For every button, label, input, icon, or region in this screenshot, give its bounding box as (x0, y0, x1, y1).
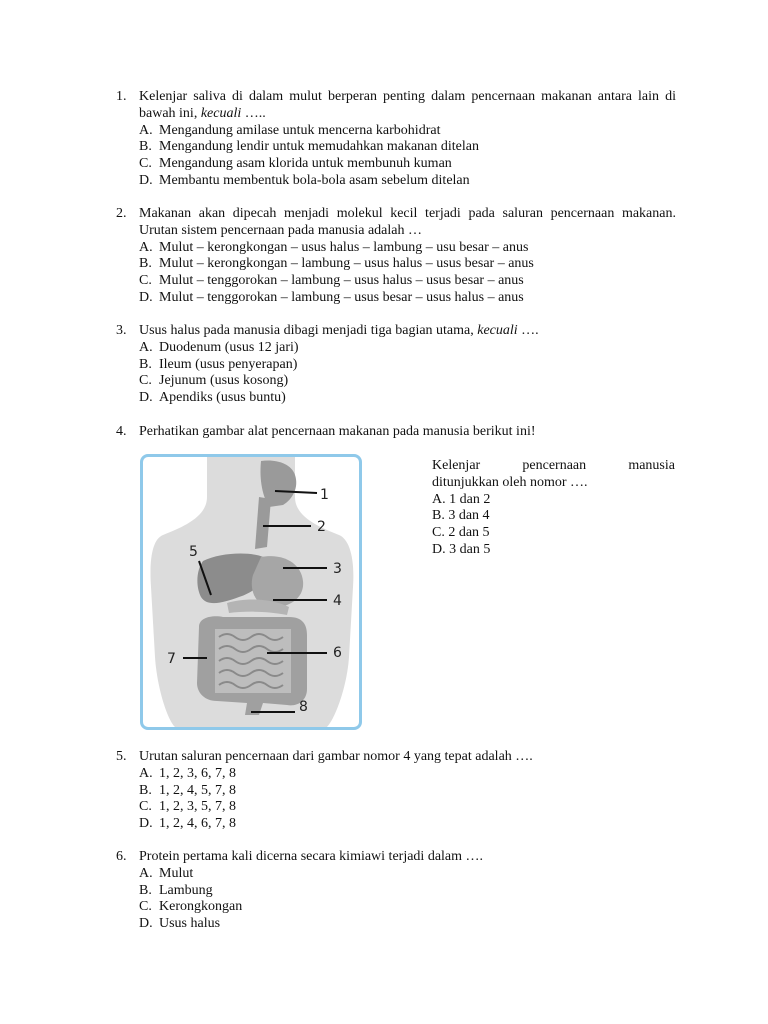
option-d[interactable]: D. 1, 2, 4, 6, 7, 8 (139, 816, 236, 832)
digestive-system-illustration (143, 457, 359, 727)
options-list (139, 240, 676, 307)
question-number: 2. (116, 206, 127, 221)
option-a[interactable]: A. 1 dan 2 (432, 491, 491, 507)
figure-label-4: 4 (333, 593, 342, 609)
options-list (139, 340, 676, 407)
side-question-stem-line1: Kelenjar pencernaan manusia (432, 458, 675, 473)
question-stem: Makanan akan dipecah menjadi molekul kecil terjadi pada saluran pencernaan makanan. Urutan sistem pencernaan pada manusia adalah … (139, 206, 676, 238)
option-c[interactable]: C. Mulut – tenggorokan – lambung – usus halus – usus besar – anus (139, 273, 524, 289)
question-stem: Usus halus pada manusia dibagi menjadi tiga bagian utama, kecuali …. (139, 323, 539, 338)
question-3 (116, 323, 676, 407)
option-c[interactable]: C. Kerongkongan (139, 899, 243, 915)
option-a[interactable]: A. Mulut – kerongkongan – usus halus – lambung – usu besar – anus (139, 239, 529, 255)
question-4-side-panel (432, 458, 675, 559)
question-number: 4. (116, 424, 127, 439)
option-c[interactable]: C. 1, 2, 3, 5, 7, 8 (139, 799, 236, 815)
question-1 (116, 89, 676, 190)
option-a[interactable]: A. Mulut (139, 865, 194, 881)
question-stem: Urutan saluran pencernaan dari gambar nomor 4 yang tepat adalah …. (139, 749, 533, 764)
options-list (139, 766, 676, 833)
question-5 (116, 749, 676, 833)
figure-label-5: 5 (189, 544, 198, 560)
digestive-system-figure (140, 454, 362, 730)
question-stem: Protein pertama kali dicerna secara kimiawi terjadi dalam …. (139, 849, 484, 864)
option-b[interactable]: B. 1, 2, 4, 5, 7, 8 (139, 782, 236, 798)
option-b[interactable]: B. 3 dan 4 (432, 508, 490, 524)
option-b[interactable]: B. Ileum (usus penyerapan) (139, 356, 298, 372)
options-list (139, 123, 676, 190)
question-6 (116, 849, 676, 933)
figure-label-1: 1 (320, 487, 329, 503)
option-b[interactable]: B. Mengandung lendir untuk memudahkan makanan ditelan (139, 139, 479, 155)
option-a[interactable]: A. Duodenum (usus 12 jari) (139, 339, 299, 355)
option-d[interactable]: D. Mulut – tenggorokan – lambung – usus besar – usus halus – anus (139, 289, 524, 305)
option-d[interactable]: D. Apendiks (usus buntu) (139, 390, 286, 406)
options-list (432, 492, 675, 559)
question-number: 6. (116, 849, 127, 864)
option-b[interactable]: B. Mulut – kerongkongan – lambung – usus halus – usus besar – anus (139, 256, 534, 272)
question-number: 5. (116, 749, 127, 764)
side-question-stem-line2: ditunjukkan oleh nomor …. (432, 474, 588, 490)
option-a[interactable]: A. 1, 2, 3, 6, 7, 8 (139, 765, 236, 781)
question-stem: Kelenjar saliva di dalam mulut berperan penting dalam pencernaan makanan antara lain di bawah ini, kecuali ….. (139, 89, 676, 121)
figure-label-3: 3 (333, 561, 342, 577)
option-c[interactable]: C. 2 dan 5 (432, 525, 490, 541)
question-stem: Perhatikan gambar alat pencernaan makanan pada manusia berikut ini! (139, 424, 536, 439)
question-4 (116, 424, 676, 441)
option-d[interactable]: D. 3 dan 5 (432, 541, 491, 557)
option-d[interactable]: D. Usus halus (139, 916, 221, 932)
option-a[interactable]: A. Mengandung amilase untuk mencerna karbohidrat (139, 122, 441, 138)
figure-label-8: 8 (299, 699, 308, 715)
option-c[interactable]: C. Jejunum (usus kosong) (139, 373, 289, 389)
question-2 (116, 206, 676, 307)
figure-label-2: 2 (317, 519, 326, 535)
figure-label-6: 6 (333, 645, 342, 661)
question-number: 3. (116, 323, 127, 338)
option-b[interactable]: B. Lambung (139, 882, 213, 898)
question-number: 1. (116, 89, 127, 104)
figure-label-7: 7 (167, 651, 176, 667)
options-list (139, 866, 676, 933)
option-d[interactable]: D. Membantu membentuk bola-bola asam sebelum ditelan (139, 172, 470, 188)
option-c[interactable]: C. Mengandung asam klorida untuk membunuh kuman (139, 156, 452, 172)
